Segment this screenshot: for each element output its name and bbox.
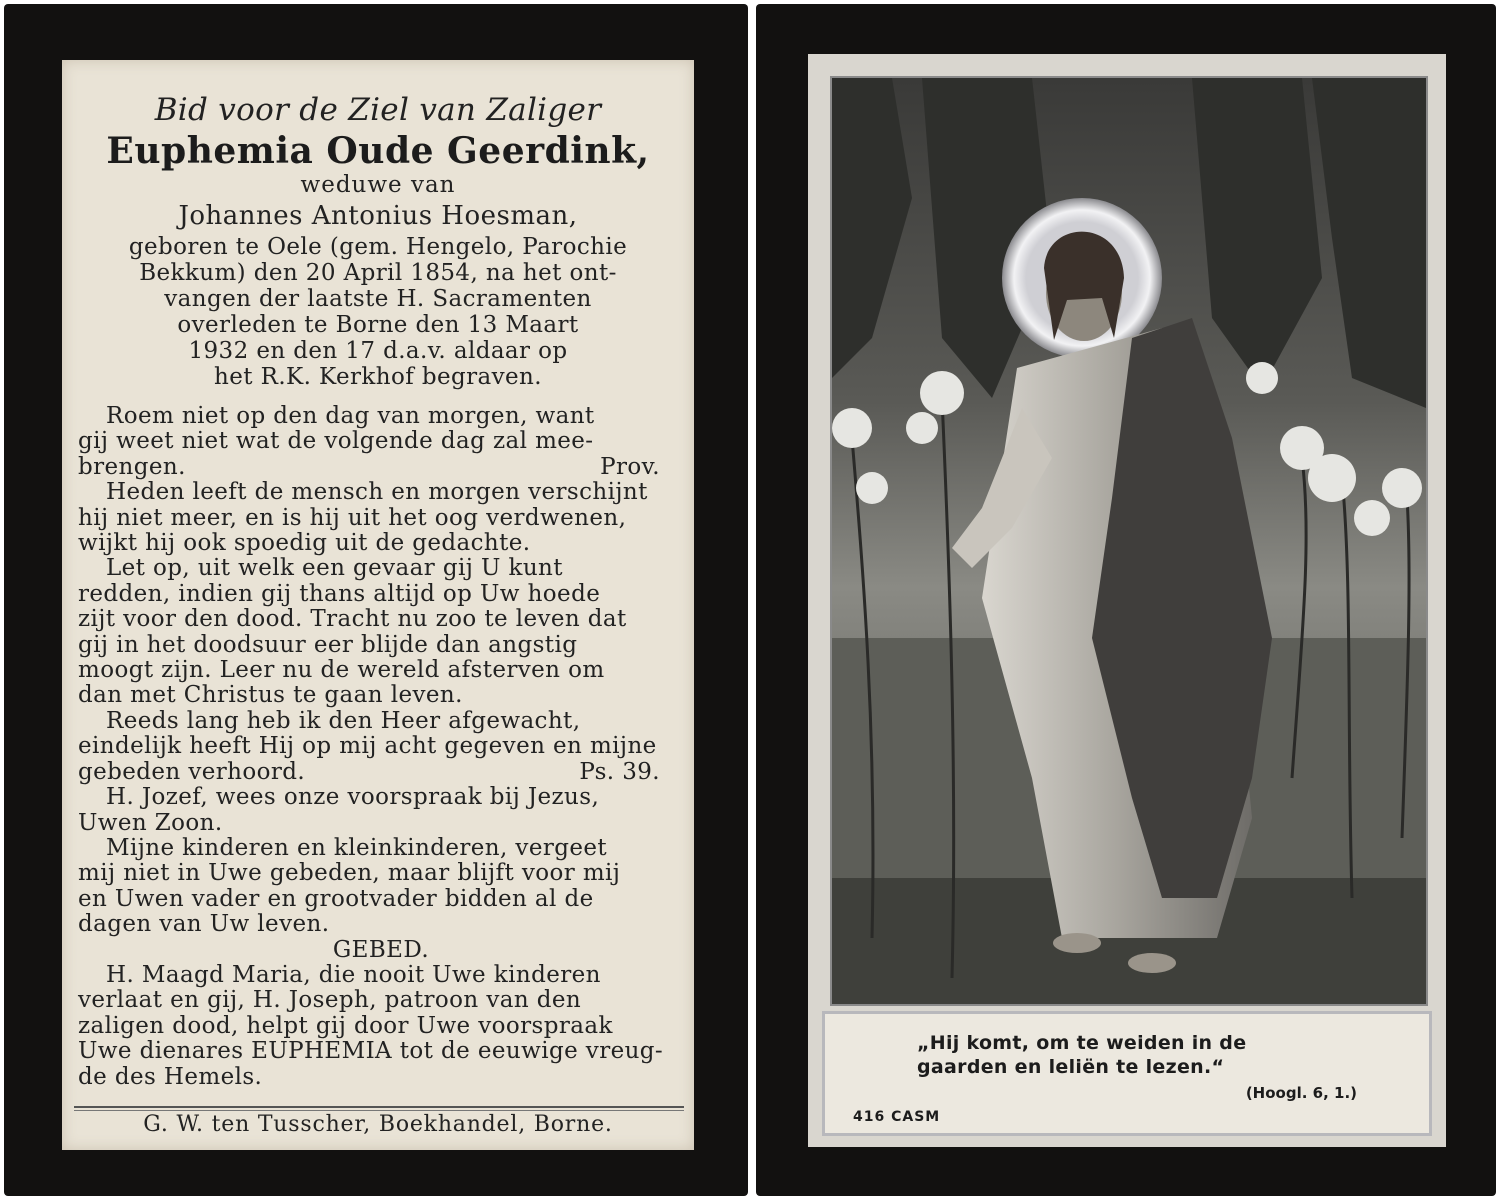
quote-reference: (Hoogl. 6, 1.) <box>1245 1084 1357 1102</box>
husband-name: Johannes Antonius Hoesman, <box>178 201 578 231</box>
bio-line: overleden te Borne den 13 Maart <box>177 312 579 338</box>
scripture-reference: Ps. 39. <box>579 758 660 785</box>
right-card-border <box>756 4 1496 1196</box>
text-line: zaligen dood, helpt gij door Uwe voorspraak <box>78 1012 613 1039</box>
left-foot <box>1053 933 1101 953</box>
bio-line: Bekkum) den 20 April 1854, na het ont- <box>139 260 617 286</box>
text-line: zijt voor den dood. Tracht nu zoo te leven dat <box>78 606 627 633</box>
text-line: mij niet in Uwe gebeden, maar blijft voor mij <box>78 860 621 887</box>
text-line: gij weet niet wat de volgende dag zal mee- <box>78 428 594 455</box>
devotional-image-panel <box>808 54 1446 1147</box>
quote-line: gaarden en leliën te lezen.“ <box>917 1056 1225 1078</box>
text-line: hij niet meer, en is hij uit het oog verdwenen, <box>78 504 627 531</box>
publisher-line: G. W. ten Tusscher, Boekhandel, Borne. <box>143 1112 613 1137</box>
right-foot <box>1128 953 1176 973</box>
text-line: H. Maagd Maria, die nooit Uwe kinderen <box>106 961 601 988</box>
text-line <box>78 455 684 480</box>
text-line: de des Hemels. <box>78 1063 263 1090</box>
biography <box>62 234 694 390</box>
text-line: dagen van Uw leven. <box>78 911 330 938</box>
prayer-card-text-panel <box>62 60 694 1150</box>
text-line: Mijne kinderen en kleinkinderen, vergeet <box>106 834 608 861</box>
text-line: Reeds lang heb ik den Heer afgewacht, <box>106 707 581 734</box>
scripture-reference: Prov. <box>600 453 660 480</box>
text-line: Uwe dienares EUPHEMIA tot de eeuwige vreug- <box>78 1038 664 1065</box>
meditation-text <box>78 404 684 1090</box>
text-line: eindelijk heeft Hij op mij acht gegeven en mijne <box>78 733 657 760</box>
christ-among-lilies-picture <box>830 76 1428 1006</box>
text-line: Heden leeft de mensch en morgen verschijnt <box>106 479 648 506</box>
relation-line: weduwe van <box>300 172 456 198</box>
bio-line: vangen der laatste H. Sacramenten <box>164 286 592 312</box>
text-line: Roem niet op den dag van morgen, want <box>106 403 595 429</box>
text-line: verlaat en gij, H. Joseph, patroon van den <box>78 987 582 1014</box>
prayer-heading: GEBED. <box>332 936 430 963</box>
text-line: dan met Christus te gaan leven. <box>78 682 463 709</box>
caption-panel <box>822 1011 1432 1136</box>
intro-line: Bid voor de Ziel van Zaliger <box>154 92 602 128</box>
deceased-name: Euphemia Oude Geerdink, <box>106 130 650 172</box>
text-line <box>78 760 684 785</box>
devotional-illustration <box>832 78 1426 1004</box>
text-line: Uwen Zoon. <box>78 809 223 836</box>
bio-line: 1932 en den 17 d.a.v. aldaar op <box>188 338 568 364</box>
text-line: redden, indien gij thans altijd op Uw hoede <box>78 580 601 607</box>
bio-line: geboren te Oele (gem. Hengelo, Parochie <box>128 234 628 260</box>
text-line: Let op, uit welk een gevaar gij U kunt <box>106 555 563 582</box>
text-line: wijkt hij ook spoedig uit de gedachte. <box>78 530 531 557</box>
text-fragment: brengen. <box>78 453 186 480</box>
footer-divider <box>74 1106 684 1108</box>
text-fragment: gebeden verhoord. <box>78 758 306 785</box>
text-line: H. Jozef, wees onze voorspraak bij Jezus, <box>106 784 600 811</box>
text-line: moogt zijn. Leer nu de wereld afsterven om <box>78 657 605 684</box>
left-card-border <box>4 4 748 1196</box>
quote-line: „Hij komt, om te weiden in de <box>917 1032 1247 1054</box>
text-line: gij in het doodsuur eer blijde dan angstig <box>78 631 578 658</box>
text-line: en Uwen vader en grootvader bidden al de <box>78 885 594 912</box>
bio-line: het R.K. Kerkhof begraven. <box>214 364 542 390</box>
card-code: 416 CASM <box>853 1109 941 1125</box>
